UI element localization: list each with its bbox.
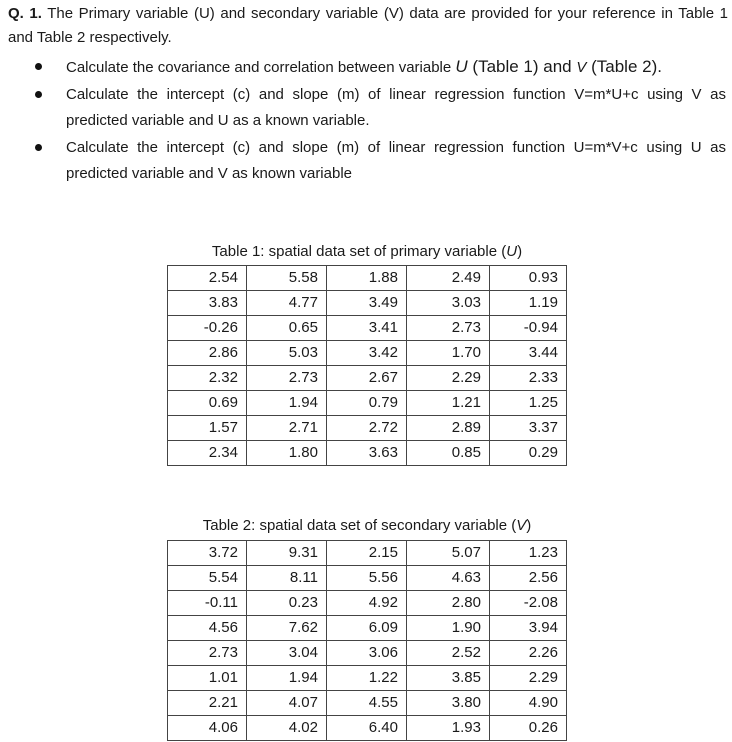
table-row [168,716,567,741]
table-cell: 3.72 [168,541,247,566]
table-cell: 4.56 [168,616,247,641]
table-cell: 1.94 [247,666,327,691]
table-cell: 2.29 [490,666,567,691]
table-cell: 1.88 [327,266,407,291]
table-cell: 4.92 [327,591,407,616]
table-cell: 0.26 [490,716,567,741]
table-cell: 1.19 [490,291,567,316]
table-cell: 2.15 [327,541,407,566]
table-cell: 2.33 [490,366,567,391]
table-cell: 1.25 [490,391,567,416]
table-cell: 2.72 [327,416,407,441]
table-cell: 4.07 [247,691,327,716]
table-cell: 2.71 [247,416,327,441]
table1-primary-variable [167,265,567,466]
table-cell: 2.73 [168,641,247,666]
table-row [168,616,567,641]
table-cell: 1.94 [247,391,327,416]
table-row [168,591,567,616]
task-item-covariance: Calculate the covariance and correlation between variable U (Table 1) and V (Table 2). [32,54,726,81]
table-cell: 8.11 [247,566,327,591]
table-row [168,316,567,341]
table-row [168,566,567,591]
table-cell: 2.34 [168,441,247,466]
table-cell: 2.49 [407,266,490,291]
table-cell: 3.04 [247,641,327,666]
table-cell: 2.21 [168,691,247,716]
table2-secondary-variable [167,540,567,741]
table-cell: 2.86 [168,341,247,366]
table-cell: 1.70 [407,341,490,366]
table-cell: 5.58 [247,266,327,291]
table-cell: 0.65 [247,316,327,341]
table-cell: 1.80 [247,441,327,466]
table-cell: 2.26 [490,641,567,666]
table-cell: 0.23 [247,591,327,616]
table-cell: 2.54 [168,266,247,291]
table-row [168,541,567,566]
table-cell: 3.63 [327,441,407,466]
table-row [168,416,567,441]
bullet-icon [35,144,42,151]
table-row [168,291,567,316]
question-text: The Primary variable (U) and secondary variable (V) data are provided for your reference in Table 1 and Table 2 respectively. [8,5,728,46]
table-cell: 5.56 [327,566,407,591]
table-cell: 7.62 [247,616,327,641]
table-cell: 1.22 [327,666,407,691]
bullet-icon [35,91,42,98]
table-cell: 4.77 [247,291,327,316]
table-cell: 4.55 [327,691,407,716]
table-cell: 3.37 [490,416,567,441]
table2-caption: Table 2: spatial data set of secondary variable (V) [202,517,532,534]
table-cell: 1.90 [407,616,490,641]
table-cell: 0.93 [490,266,567,291]
table-cell: 3.83 [168,291,247,316]
table-cell: 3.94 [490,616,567,641]
table-cell: 2.32 [168,366,247,391]
table-cell: 1.23 [490,541,567,566]
task-list [32,54,726,188]
table-row [168,366,567,391]
table-cell: 3.44 [490,341,567,366]
table-cell: 1.21 [407,391,490,416]
table-cell: 3.41 [327,316,407,341]
table-cell: 3.06 [327,641,407,666]
table-row [168,691,567,716]
table-cell: 2.29 [407,366,490,391]
table-cell: 3.42 [327,341,407,366]
table-cell: -0.26 [168,316,247,341]
table-cell: -0.94 [490,316,567,341]
table-row [168,391,567,416]
table-cell: 1.01 [168,666,247,691]
table-row [168,441,567,466]
table-cell: 4.90 [490,691,567,716]
question-number: Q. 1. [8,5,42,22]
table-cell: 4.63 [407,566,490,591]
table-cell: 3.03 [407,291,490,316]
table1-caption: Table 1: spatial data set of primary variable (U) [211,243,523,260]
task-item-regression-v: Calculate the intercept (c) and slope (m) of linear regression function V=m*U+c using V as predicted variable and U as a known variable. [32,82,726,134]
table-cell: -2.08 [490,591,567,616]
table-cell: 5.03 [247,341,327,366]
table-cell: 5.07 [407,541,490,566]
table-cell: 1.57 [168,416,247,441]
table-cell: 2.67 [327,366,407,391]
table-cell: -0.11 [168,591,247,616]
table-cell: 0.29 [490,441,567,466]
table-cell: 0.85 [407,441,490,466]
task-item-regression-u: Calculate the intercept (c) and slope (m) of linear regression function U=m*V+c using U as predicted variable and V as known variable [32,135,726,187]
table-cell: 2.89 [407,416,490,441]
table-cell: 3.49 [327,291,407,316]
table-cell: 2.73 [247,366,327,391]
table-cell: 5.54 [168,566,247,591]
table-cell: 6.09 [327,616,407,641]
table-cell: 4.02 [247,716,327,741]
table-cell: 4.06 [168,716,247,741]
table-cell: 2.73 [407,316,490,341]
bullet-icon [35,63,42,70]
table-cell: 1.93 [407,716,490,741]
table-row [168,666,567,691]
table-row [168,341,567,366]
question-paragraph [8,2,728,50]
table-cell: 0.79 [327,391,407,416]
table-row [168,641,567,666]
table-cell: 6.40 [327,716,407,741]
table-cell: 2.56 [490,566,567,591]
table-cell: 2.80 [407,591,490,616]
table-cell: 2.52 [407,641,490,666]
table-cell: 9.31 [247,541,327,566]
table-cell: 3.85 [407,666,490,691]
table-row [168,266,567,291]
table-cell: 0.69 [168,391,247,416]
table-cell: 3.80 [407,691,490,716]
